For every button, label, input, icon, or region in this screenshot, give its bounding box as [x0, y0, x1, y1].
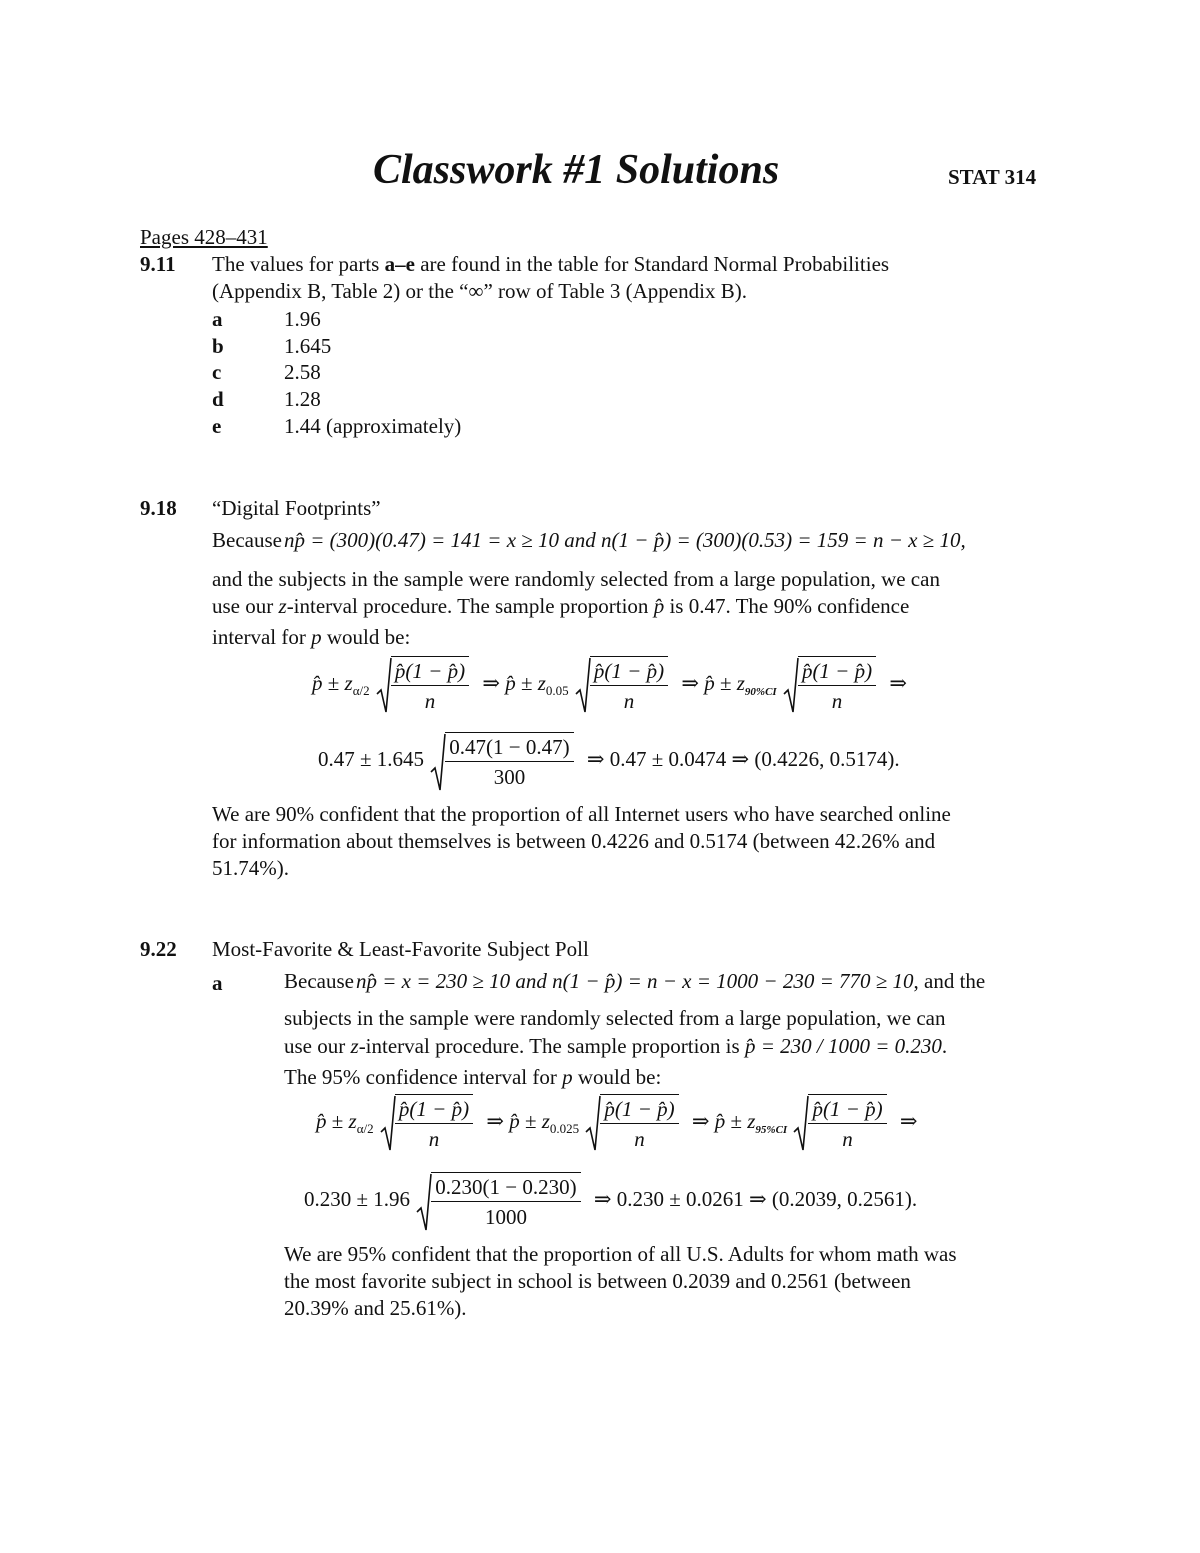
sqrt-sign: $\frac{p̂(1 - p̂)}{n}$	[574, 656, 668, 714]
problem-9-18-conclusion-3: 51.74%).	[212, 856, 289, 880]
ci-calculation-9-18: 0.47 ± 1.645 $\frac{0.47(1 - 0.47)}{300}$ ⇒ 0.47 ± 0.0474 ⇒ (0.4226, 0.5174).	[318, 732, 900, 790]
part-label: a	[212, 307, 223, 331]
problem-9-18-conclusion-1: We are 90% confident that the proportion of all Internet users who have searched online	[212, 802, 951, 826]
problem-9-18-line-2: and the subjects in the sample were randomly selected from a large population, we can	[212, 567, 940, 591]
part-label: d	[212, 387, 224, 411]
problem-9-22-line-2: subjects in the sample were randomly selected from a large population, we can	[284, 1006, 946, 1030]
problem-9-11-line-1: The values for parts a–e are found in the table for Standard Normal Probabilities	[212, 252, 890, 276]
sqrt-sign: $\frac{0.230(1 - 0.230)}{1000}$	[415, 1172, 580, 1230]
condition-math: np̂ = (300)(0.47) = 141 = x ≥ 10 and n(1 − p̂) = (300)(0.53) = 159 = n − x ≥ 10,	[283, 528, 966, 552]
sqrt-sign: $\frac{p̂(1 - p̂)}{n}$	[792, 1094, 886, 1152]
problem-9-18-because: Becausenp̂ = (300)(0.47) = 141 = x ≥ 10 and n(1 − p̂) = (300)(0.53) = 159 = n − x ≥ 10,	[212, 528, 966, 552]
part-value: 1.645	[284, 334, 332, 358]
pages-reference: Pages 428–431	[140, 225, 268, 249]
ci-formula-9-18: p̂ ± $z_{\alpha/2}$ $\frac{p̂(1 - p̂)}{n}$ ⇒ p̂ ± $z_{0.05}$ $\frac{p̂(1 - p̂)}{n}$ ⇒ p̂ ± $z_{90\%CI}$ $\frac{p̂(1 - p̂)}{n}$ ⇒	[312, 656, 907, 714]
part-label: e	[212, 414, 222, 438]
ci-formula-9-22: p̂ ± $z_{\alpha/2}$ $\frac{p̂(1 - p̂)}{n}$ ⇒ p̂ ± $z_{0.025}$ $\frac{p̂(1 - p̂)}{n}$ ⇒ p̂ ± $z_{95\%CI}$ $\frac{p̂(1 - p̂)}{n}$ ⇒	[316, 1094, 917, 1152]
part-value: 1.96	[284, 307, 321, 331]
problem-9-18-line-4: interval for p would be:	[212, 625, 411, 649]
part-label: c	[212, 360, 222, 384]
problem-9-22-conclusion-1: We are 95% confident that the proportion of all U.S. Adults for whom math was	[284, 1242, 957, 1266]
part-label: b	[212, 334, 224, 358]
sqrt-sign: $\frac{p̂(1 - p̂)}{n}$	[379, 1094, 473, 1152]
condition-math: np̂ = x = 230 ≥ 10 and n(1 − p̂) = n − x = 1000 − 230 = 770 ≥ 10	[355, 969, 914, 993]
problem-number-9-11: 9.11	[140, 252, 176, 276]
sqrt-sign: $\frac{p̂(1 - p̂)}{n}$	[782, 656, 876, 714]
problem-9-22-line-4: The 95% confidence interval for p would be:	[284, 1065, 662, 1089]
problem-9-22-line-3: use our z-interval procedure. The sample proportion is p̂ = 230 / 1000 = 0.230.	[284, 1034, 948, 1058]
problem-number-9-22: 9.22	[140, 937, 177, 961]
problem-9-18-heading: “Digital Footprints”	[212, 496, 381, 520]
part-value: 1.44 (approximately)	[284, 414, 462, 438]
sqrt-sign: $\frac{p̂(1 - p̂)}{n}$	[375, 656, 469, 714]
problem-9-22-conclusion-2: the most favorite subject in school is between 0.2039 and 0.2561 (between	[284, 1269, 911, 1293]
problem-9-18-conclusion-2: for information about themselves is between 0.4226 and 0.5174 (between 42.26% and	[212, 829, 936, 853]
part-label: a	[212, 971, 223, 995]
problem-9-18-line-3: use our z-interval procedure. The sample proportion p̂ is 0.47. The 90% confidence	[212, 594, 910, 618]
sqrt-sign: $\frac{0.47(1 - 0.47)}{300}$	[429, 732, 573, 790]
problem-number-9-18: 9.18	[140, 496, 177, 520]
problem-9-22-because: Becausenp̂ = x = 230 ≥ 10 and n(1 − p̂) = n − x = 1000 − 230 = 770 ≥ 10, and the	[284, 969, 986, 993]
part-value: 2.58	[284, 360, 321, 384]
document-title: Classwork #1 Solutions	[373, 147, 780, 193]
ci-calculation-9-22: 0.230 ± 1.96 $\frac{0.230(1 - 0.230)}{1000}$ ⇒ 0.230 ± 0.0261 ⇒ (0.2039, 0.2561).	[304, 1172, 917, 1230]
problem-9-11-line-2: (Appendix B, Table 2) or the “∞” row of Table 3 (Appendix B).	[212, 279, 747, 303]
problem-9-22-conclusion-3: 20.39% and 25.61%).	[284, 1296, 467, 1320]
course-code: STAT 314	[948, 165, 1037, 189]
problem-9-22-heading: Most-Favorite & Least-Favorite Subject Poll	[212, 937, 589, 961]
sqrt-sign: $\frac{p̂(1 - p̂)}{n}$	[584, 1094, 678, 1152]
part-value: 1.28	[284, 387, 321, 411]
